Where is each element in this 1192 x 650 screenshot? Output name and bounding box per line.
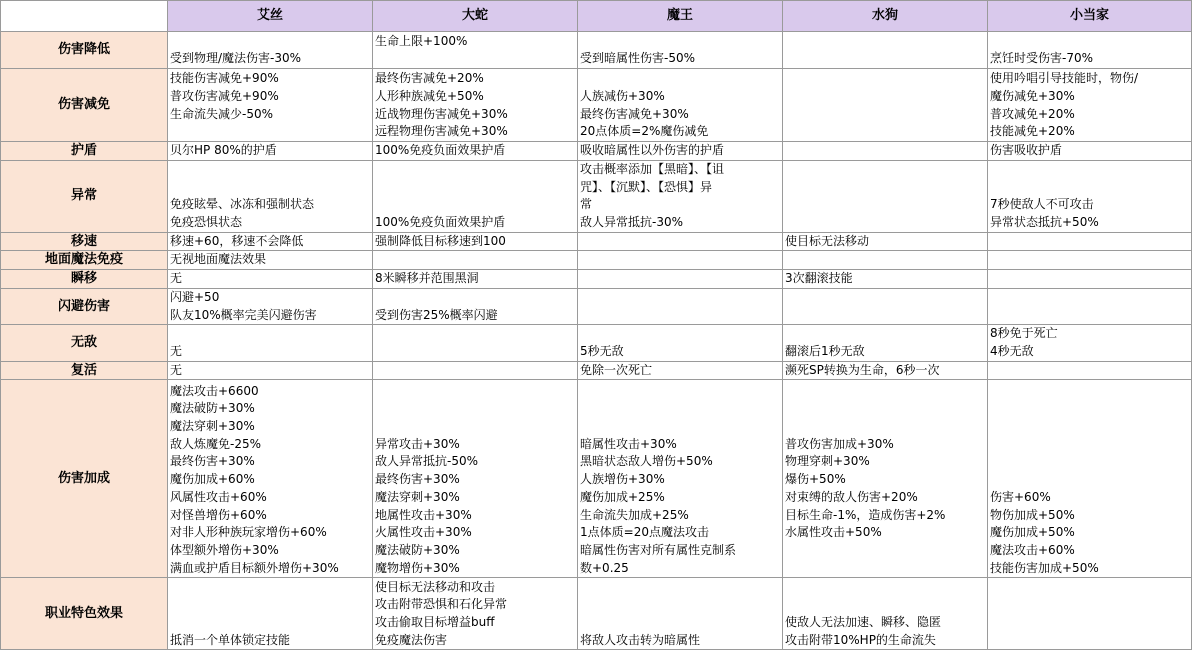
table-cell[interactable] (578, 288, 783, 324)
table-row (1, 232, 1192, 251)
table-cell[interactable] (783, 142, 988, 161)
table-row (1, 578, 1192, 650)
table-cell[interactable] (373, 361, 578, 380)
table-cell[interactable] (578, 251, 783, 270)
table-cell[interactable]: 普攻伤害加成+30% 物理穿刺+30% 爆伤+50% 对束缚的敌人伤害+20% 目标生命-1%，造成伤害+2% 水属性攻击+50% (783, 380, 988, 578)
header-row (1, 1, 1192, 32)
row-header[interactable]: 伤害减免 (1, 69, 168, 142)
table-cell[interactable] (988, 578, 1192, 650)
table-cell[interactable] (373, 325, 578, 361)
table-cell[interactable] (783, 32, 988, 69)
row-header[interactable]: 伤害降低 (1, 32, 168, 69)
table-cell[interactable]: 魔法攻击+6600 魔法破防+30% 魔法穿刺+30% 敌人炼魔免-25% 最终伤害+30% 魔伤加成+60% 风属性攻击+60% 对怪兽增伤+60% 对非人形种族玩家增伤+60% 体型额外增伤+30% 满血或护盾目标额外增伤+30% (168, 380, 373, 578)
table-cell[interactable]: 强制降低目标移速到100 (373, 232, 578, 251)
table-cell[interactable] (988, 288, 1192, 324)
table-cell[interactable]: 受到物理/魔法伤害-30% (168, 32, 373, 69)
table-row (1, 380, 1192, 578)
table-cell[interactable]: 无 (168, 325, 373, 361)
row-header[interactable]: 复活 (1, 361, 168, 380)
table-row (1, 160, 1192, 232)
table-row (1, 142, 1192, 161)
table-cell[interactable] (578, 270, 783, 289)
table-cell[interactable]: 5秒无敌 (578, 325, 783, 361)
table-cell[interactable]: 翻滚后1秒无敌 (783, 325, 988, 361)
table-cell[interactable]: 伤害+60% 物伤加成+50% 魔伤加成+50% 魔法攻击+60% 技能伤害加成+50% (988, 380, 1192, 578)
table-cell[interactable]: 抵消一个单体锁定技能 (168, 578, 373, 650)
row-header[interactable]: 异常 (1, 160, 168, 232)
table-cell[interactable]: 烹饪时受伤害-70% (988, 32, 1192, 69)
table-row (1, 288, 1192, 324)
corner-cell[interactable] (1, 1, 168, 32)
table-cell[interactable]: 技能伤害减免+90% 普攻伤害减免+90% 生命流失减少-50% (168, 69, 373, 142)
table-cell[interactable]: 100%免疫负面效果护盾 (373, 160, 578, 232)
row-header[interactable]: 护盾 (1, 142, 168, 161)
table-cell[interactable] (988, 270, 1192, 289)
table-cell[interactable]: 生命上限+100% (373, 32, 578, 69)
table-cell[interactable]: 移速+60，移速不会降低 (168, 232, 373, 251)
row-header[interactable]: 伤害加成 (1, 380, 168, 578)
table-row (1, 325, 1192, 361)
table-cell[interactable]: 100%免疫负面效果护盾 (373, 142, 578, 161)
table-cell[interactable]: 异常攻击+30% 敌人异常抵抗-50% 最终伤害+30% 魔法穿刺+30% 地属性攻击+30% 火属性攻击+30% 魔法破防+30% 魔物增伤+30% (373, 380, 578, 578)
table-row (1, 270, 1192, 289)
row-header[interactable]: 瞬移 (1, 270, 168, 289)
table-cell[interactable]: 攻击概率添加【黑暗】、【诅 咒】、【沉默】、【恐惧】异 常 敌人异常抵抗-30% (578, 160, 783, 232)
table-cell[interactable]: 吸收暗属性以外伤害的护盾 (578, 142, 783, 161)
row-header[interactable]: 职业特色效果 (1, 578, 168, 650)
table-cell[interactable]: 3次翻滚技能 (783, 270, 988, 289)
table-cell[interactable]: 最终伤害减免+20% 人形种族减免+50% 近战物理伤害减免+30% 远程物理伤害减免+30% (373, 69, 578, 142)
table-cell[interactable]: 伤害吸收护盾 (988, 142, 1192, 161)
row-header[interactable]: 移速 (1, 232, 168, 251)
table-cell[interactable]: 将敌人攻击转为暗属性 (578, 578, 783, 650)
row-header[interactable]: 闪避伤害 (1, 288, 168, 324)
table-cell[interactable]: 使用吟唱引导技能时，物伤/ 魔伤减免+30% 普攻减免+20% 技能减免+20% (988, 69, 1192, 142)
table-cell[interactable] (373, 251, 578, 270)
table-row (1, 69, 1192, 142)
column-header-mowang[interactable]: 魔王 (578, 1, 783, 32)
table-cell[interactable]: 濒死SP转换为生命，6秒一次 (783, 361, 988, 380)
table-cell[interactable]: 受到伤害25%概率闪避 (373, 288, 578, 324)
table-cell[interactable]: 8秒免于死亡 4秒无敌 (988, 325, 1192, 361)
column-header-shuigou[interactable]: 水狗 (783, 1, 988, 32)
table-cell[interactable]: 8米瞬移并范围黑洞 (373, 270, 578, 289)
table-cell[interactable] (783, 288, 988, 324)
table-row (1, 251, 1192, 270)
table-cell[interactable]: 使敌人无法加速、瞬移、隐匿 攻击附带10%HP的生命流失 (783, 578, 988, 650)
table-cell[interactable]: 闪避+50 队友10%概率完美闪避伤害 (168, 288, 373, 324)
table-cell[interactable] (988, 232, 1192, 251)
table-cell[interactable]: 无 (168, 361, 373, 380)
table-cell[interactable]: 使目标无法移动和攻击 攻击附带恐惧和石化异常 攻击偷取目标增益buff 免疫魔法伤害 (373, 578, 578, 650)
table-cell[interactable] (988, 361, 1192, 380)
column-header-dashe[interactable]: 大蛇 (373, 1, 578, 32)
table-cell[interactable]: 免除一次死亡 (578, 361, 783, 380)
table-cell[interactable]: 受到暗属性伤害-50% (578, 32, 783, 69)
table-row (1, 361, 1192, 380)
table-cell[interactable]: 人族减伤+30% 最终伤害减免+30% 20点体质=2%魔伤减免 (578, 69, 783, 142)
table-cell[interactable]: 免疫眩晕、冰冻和强制状态 免疫恐惧状态 (168, 160, 373, 232)
table-cell[interactable]: 无 (168, 270, 373, 289)
column-header-aisi[interactable]: 艾丝 (168, 1, 373, 32)
table-cell[interactable]: 贝尔HP 80%的护盾 (168, 142, 373, 161)
table-cell[interactable]: 7秒使敌人不可攻击 异常状态抵抗+50% (988, 160, 1192, 232)
row-header[interactable]: 无敌 (1, 325, 168, 361)
table-cell[interactable]: 无视地面魔法效果 (168, 251, 373, 270)
table-row (1, 32, 1192, 69)
table-cell[interactable]: 暗属性攻击+30% 黑暗状态敌人增伤+50% 人族增伤+30% 魔伤加成+25% 生命流失加成+25% 1点体质=20点魔法攻击 暗属性伤害对所有属性克制系 数+0.25 (578, 380, 783, 578)
row-header[interactable]: 地面魔法免疫 (1, 251, 168, 270)
column-header-xiaodangjia[interactable]: 小当家 (988, 1, 1192, 32)
table-cell[interactable]: 使目标无法移动 (783, 232, 988, 251)
table-cell[interactable] (578, 232, 783, 251)
table-cell[interactable] (988, 251, 1192, 270)
table-cell[interactable] (783, 251, 988, 270)
table-cell[interactable] (783, 69, 988, 142)
table-cell[interactable] (783, 160, 988, 232)
